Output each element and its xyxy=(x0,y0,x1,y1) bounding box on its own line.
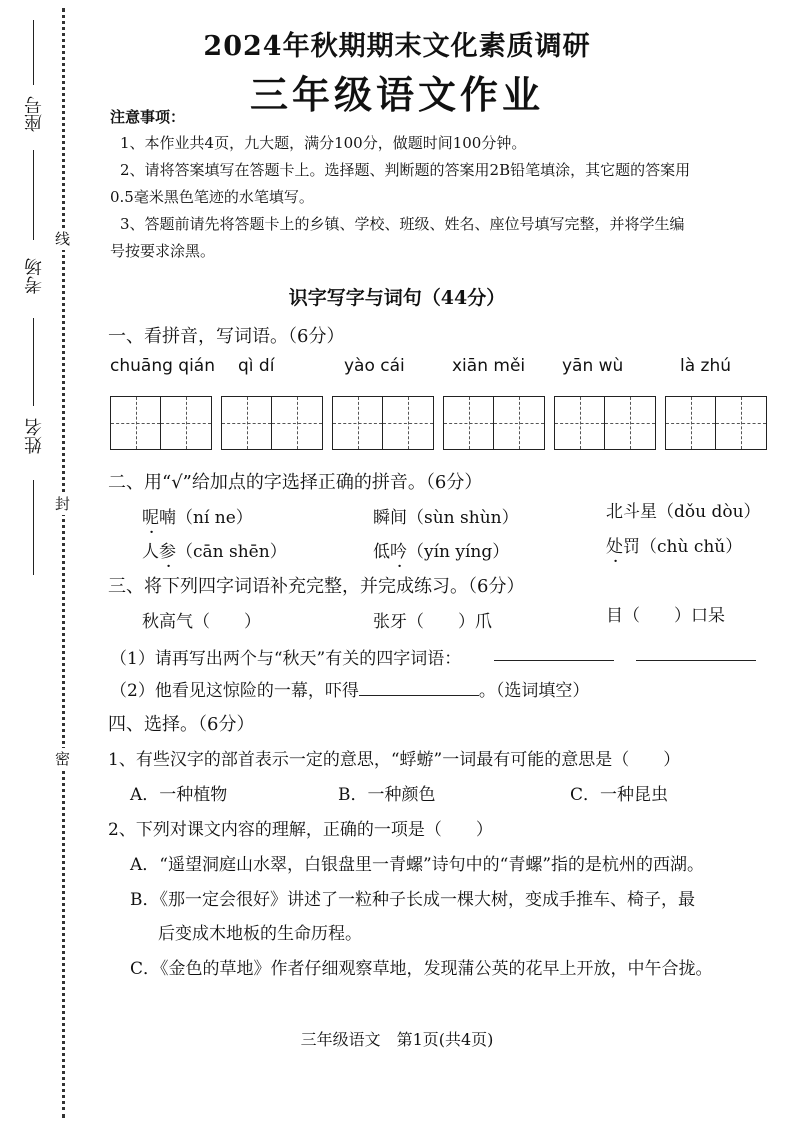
word: 低 xyxy=(373,542,390,562)
seal-char-feng: 封 xyxy=(55,495,71,513)
class-blank-line xyxy=(33,480,34,575)
idiom-3: 目（ ）口呆 xyxy=(606,606,725,626)
q4-s1: 1、有些汉字的部首表示一定的意思，“蜉蝣”一词最有可能的意思是（ ） xyxy=(108,750,681,770)
idiom-2: 张牙（ ）爪 xyxy=(373,612,492,632)
q2-item-4 xyxy=(142,537,287,562)
dotted-char: 处 xyxy=(606,537,623,557)
pinyin-1: chuāng qián xyxy=(110,356,215,376)
q2-title: 二、用“√”给加点的字选择正确的拼音。（6分） xyxy=(108,472,483,493)
pinyin-6: là zhú xyxy=(680,356,732,376)
seal-char-mi: 密 xyxy=(55,750,71,768)
pinyin-3: yào cái xyxy=(344,356,405,376)
note-item: 1、本作业共4页，九大题，满分100分，做题时间100分钟。 xyxy=(120,134,527,152)
q4-s2: 2、下列对课文内容的理解，正确的一项是（ ） xyxy=(108,820,493,840)
document-title-line2: 三年级语文作业 xyxy=(249,72,544,117)
q4-s1-option-c[interactable]: C．一种昆虫 xyxy=(570,785,669,805)
q4-s1-option-b[interactable]: B．一种颜色 xyxy=(338,785,436,805)
pinyin-options: （ní ne） xyxy=(176,508,253,528)
q4-s2-option-c[interactable]: C．《金色的草地》作者仔细观察草地，发现蒲公英的花早上开放，中午合拢。 xyxy=(130,959,713,979)
word: 人 xyxy=(142,542,159,562)
note-item: 3、答题前请先将答题卡上的乡镇、学校、班级、姓名、座位号填写完整，并将学生编 xyxy=(120,215,685,233)
answer-grid-2[interactable] xyxy=(221,396,323,450)
q2-item-2 xyxy=(373,503,519,528)
q2-item-3 xyxy=(606,497,761,522)
notes-heading: 注意事项： xyxy=(110,108,186,126)
q4-title: 四、选择。（6分） xyxy=(108,714,255,735)
answer-grid-1[interactable] xyxy=(110,396,212,450)
word-rest: 星 xyxy=(640,502,657,522)
q4-s2-option-a[interactable]: A．“遥望洞庭山水翠，白银盘里一青螺”诗句中的“青螺”指的是杭州的西湖。 xyxy=(130,855,705,875)
name-blank-line xyxy=(33,318,34,406)
answer-blank[interactable] xyxy=(636,642,756,661)
q1-title: 一、看拼音，写词语。（6分） xyxy=(108,326,345,347)
answer-grid-3[interactable] xyxy=(332,396,434,450)
pinyin-options: （cān shēn） xyxy=(176,542,287,562)
q4-s2-option-b[interactable]: B．《那一定会很好》讲述了一粒种子长成一棵大树，变成手推车、椅子，最 xyxy=(130,890,695,910)
q2-item-5 xyxy=(373,537,509,562)
pinyin-options: （chù chǔ） xyxy=(640,537,743,557)
pinyin-options: （sùn shùn） xyxy=(407,508,519,528)
note-item: 2、请将答案填写在答题卡上。选择题、判断题的答案用2B铅笔填涂，其它题的答案用 xyxy=(120,161,691,179)
pinyin-options: （yín yíng） xyxy=(407,542,510,562)
answer-blank[interactable] xyxy=(359,677,479,696)
q3-sub1: （1）请再写出两个与“秋天”有关的四字词语： xyxy=(110,649,462,669)
word: 瞬间 xyxy=(373,508,407,528)
pinyin-options: （dǒu dòu） xyxy=(657,502,761,522)
page-footer: 三年级语文 第1页(共4页) xyxy=(300,1030,494,1049)
document-title-line1: 2024年秋期期末文化素质调研 xyxy=(203,31,591,62)
note-item: 0.5毫米黑色笔迹的水笔填写。 xyxy=(110,188,314,206)
dotted-char: 吟 xyxy=(390,542,407,562)
dotted-char: 参 xyxy=(159,542,176,562)
q4-s2-option-b-cont: 后变成木地板的生命历程。 xyxy=(158,924,362,944)
seat-label: 座号 xyxy=(24,96,45,132)
q4-s1-option-a[interactable]: A．一种植物 xyxy=(130,785,228,805)
q3-title: 三、将下列四字词语补充完整，并完成练习。（6分） xyxy=(108,576,525,597)
exam-room-blank-line xyxy=(33,150,34,240)
q2-item-6 xyxy=(606,532,742,557)
name-label: 姓名 xyxy=(24,418,45,454)
note-item: 号按要求涂黑。 xyxy=(110,242,216,260)
q3-sub2 xyxy=(110,676,589,701)
dotted-char: 呢 xyxy=(142,508,159,528)
pinyin-4: xiān měi xyxy=(452,356,526,376)
part-title: 识字写字与词句（44分） xyxy=(288,287,506,309)
q2-item-1 xyxy=(142,503,253,528)
word: 北斗 xyxy=(606,502,640,522)
sub2-text: （2）他看见这惊险的一幕，吓得 xyxy=(110,681,359,701)
word-rest: 喃 xyxy=(159,508,176,528)
answer-grid-5[interactable] xyxy=(554,396,656,450)
idiom-1: 秋高气（ ） xyxy=(142,612,261,632)
sub2-text-end: 。（选词填空） xyxy=(478,681,590,701)
seal-char-xian: 线 xyxy=(55,230,71,248)
exam-room-label: 考场 xyxy=(24,258,45,294)
answer-grid-6[interactable] xyxy=(665,396,767,450)
seal-dotted-line xyxy=(62,8,65,1118)
answer-grid-4[interactable] xyxy=(443,396,545,450)
answer-blank[interactable] xyxy=(494,642,614,661)
word-rest: 罚 xyxy=(623,537,640,557)
pinyin-5: yān wù xyxy=(562,356,624,376)
pinyin-2: qì dí xyxy=(238,356,275,376)
